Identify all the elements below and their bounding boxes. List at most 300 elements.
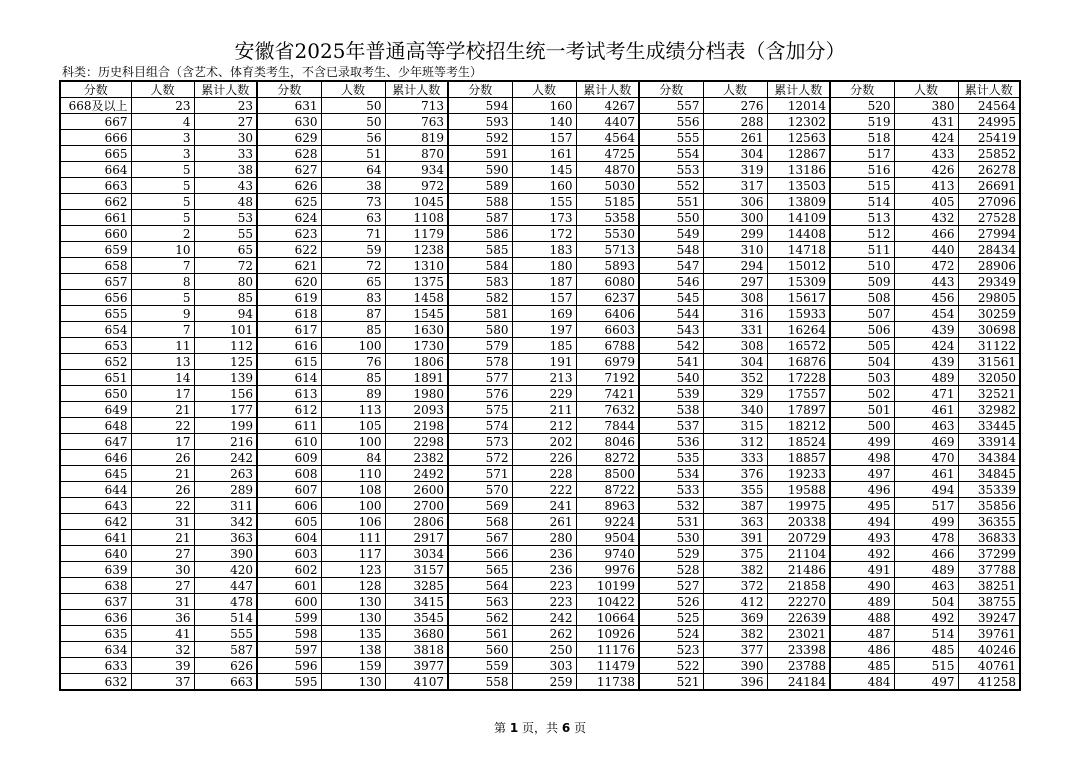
score-cell: 560 bbox=[448, 642, 512, 658]
score-cell: 605 bbox=[257, 514, 321, 530]
count-cell: 26 bbox=[131, 482, 194, 498]
footer-middle: 页，共 bbox=[518, 721, 562, 735]
score-cell: 635 bbox=[60, 626, 131, 642]
count-cell: 130 bbox=[321, 610, 385, 626]
cumulative-cell: 4564 bbox=[576, 130, 639, 146]
cumulative-cell: 11479 bbox=[576, 658, 639, 674]
count-cell: 461 bbox=[894, 402, 958, 418]
score-cell: 569 bbox=[448, 498, 512, 514]
score-cell: 504 bbox=[830, 354, 894, 370]
table-row bbox=[60, 178, 1020, 194]
score-cell: 511 bbox=[830, 242, 894, 258]
score-cell: 603 bbox=[257, 546, 321, 562]
score-cell: 610 bbox=[257, 434, 321, 450]
score-cell: 523 bbox=[639, 642, 703, 658]
count-cell: 355 bbox=[703, 482, 767, 498]
count-cell: 83 bbox=[321, 290, 385, 306]
cumulative-cell: 65 bbox=[194, 242, 257, 258]
header-score-3: 分数 bbox=[448, 81, 512, 98]
cumulative-cell: 40761 bbox=[958, 658, 1020, 674]
cumulative-cell: 7844 bbox=[576, 418, 639, 434]
score-cell: 626 bbox=[257, 178, 321, 194]
count-cell: 59 bbox=[321, 242, 385, 258]
footer-suffix: 页 bbox=[570, 721, 586, 735]
count-cell: 440 bbox=[894, 242, 958, 258]
score-cell: 642 bbox=[60, 514, 131, 530]
cumulative-cell: 20729 bbox=[767, 530, 830, 546]
count-cell: 377 bbox=[703, 642, 767, 658]
cumulative-cell: 8272 bbox=[576, 450, 639, 466]
count-cell: 382 bbox=[703, 562, 767, 578]
score-cell: 545 bbox=[639, 290, 703, 306]
score-cell: 649 bbox=[60, 402, 131, 418]
count-cell: 517 bbox=[894, 498, 958, 514]
score-cell: 582 bbox=[448, 290, 512, 306]
count-cell: 140 bbox=[512, 114, 576, 130]
count-cell: 470 bbox=[894, 450, 958, 466]
count-cell: 145 bbox=[512, 162, 576, 178]
score-cell: 509 bbox=[830, 274, 894, 290]
cumulative-cell: 24995 bbox=[958, 114, 1020, 130]
count-cell: 297 bbox=[703, 274, 767, 290]
count-cell: 100 bbox=[321, 338, 385, 354]
score-cell: 520 bbox=[830, 98, 894, 114]
cumulative-cell: 311 bbox=[194, 498, 257, 514]
cumulative-cell: 15933 bbox=[767, 306, 830, 322]
cumulative-cell: 6080 bbox=[576, 274, 639, 290]
count-cell: 39 bbox=[131, 658, 194, 674]
count-cell: 390 bbox=[703, 658, 767, 674]
count-cell: 63 bbox=[321, 210, 385, 226]
cumulative-cell: 15012 bbox=[767, 258, 830, 274]
count-cell: 23 bbox=[131, 98, 194, 114]
count-cell: 73 bbox=[321, 194, 385, 210]
table-row bbox=[60, 578, 1020, 594]
count-cell: 229 bbox=[512, 386, 576, 402]
count-cell: 471 bbox=[894, 386, 958, 402]
table-row bbox=[60, 466, 1020, 482]
score-cell: 573 bbox=[448, 434, 512, 450]
header-count-1: 人数 bbox=[131, 81, 194, 98]
cumulative-cell: 5030 bbox=[576, 178, 639, 194]
score-distribution-table bbox=[59, 80, 1021, 691]
score-cell: 533 bbox=[639, 482, 703, 498]
cumulative-cell: 870 bbox=[385, 146, 448, 162]
score-cell: 628 bbox=[257, 146, 321, 162]
score-cell: 527 bbox=[639, 578, 703, 594]
table-row bbox=[60, 98, 1020, 114]
score-cell: 517 bbox=[830, 146, 894, 162]
count-cell: 276 bbox=[703, 98, 767, 114]
header-cumulative-3: 累计人数 bbox=[576, 81, 639, 98]
count-cell: 128 bbox=[321, 578, 385, 594]
count-cell: 135 bbox=[321, 626, 385, 642]
score-cell: 553 bbox=[639, 162, 703, 178]
score-cell: 486 bbox=[830, 642, 894, 658]
cumulative-cell: 2600 bbox=[385, 482, 448, 498]
table-row bbox=[60, 514, 1020, 530]
score-cell: 536 bbox=[639, 434, 703, 450]
cumulative-cell: 6979 bbox=[576, 354, 639, 370]
count-cell: 4 bbox=[131, 114, 194, 130]
score-cell: 570 bbox=[448, 482, 512, 498]
cumulative-cell: 55 bbox=[194, 226, 257, 242]
cumulative-cell: 3034 bbox=[385, 546, 448, 562]
cumulative-cell: 23021 bbox=[767, 626, 830, 642]
count-cell: 157 bbox=[512, 130, 576, 146]
count-cell: 499 bbox=[894, 514, 958, 530]
header-cumulative-2: 累计人数 bbox=[385, 81, 448, 98]
count-cell: 299 bbox=[703, 226, 767, 242]
count-cell: 317 bbox=[703, 178, 767, 194]
table-row bbox=[60, 194, 1020, 210]
score-cell: 539 bbox=[639, 386, 703, 402]
cumulative-cell: 32982 bbox=[958, 402, 1020, 418]
count-cell: 333 bbox=[703, 450, 767, 466]
table-row bbox=[60, 258, 1020, 274]
cumulative-cell: 30259 bbox=[958, 306, 1020, 322]
score-cell: 544 bbox=[639, 306, 703, 322]
category-subtitle: 科类：历史科目组合（含艺术、体育类考生，不含已录取考生、少年班等考生） bbox=[62, 65, 483, 79]
score-cell: 580 bbox=[448, 322, 512, 338]
count-cell: 211 bbox=[512, 402, 576, 418]
cumulative-cell: 2492 bbox=[385, 466, 448, 482]
table-row bbox=[60, 226, 1020, 242]
count-cell: 463 bbox=[894, 418, 958, 434]
score-cell: 563 bbox=[448, 594, 512, 610]
cumulative-cell: 21104 bbox=[767, 546, 830, 562]
count-cell: 100 bbox=[321, 498, 385, 514]
count-cell: 426 bbox=[894, 162, 958, 178]
score-cell: 576 bbox=[448, 386, 512, 402]
cumulative-cell: 2700 bbox=[385, 498, 448, 514]
count-cell: 7 bbox=[131, 258, 194, 274]
cumulative-cell: 9504 bbox=[576, 530, 639, 546]
cumulative-cell: 3157 bbox=[385, 562, 448, 578]
score-cell: 583 bbox=[448, 274, 512, 290]
score-cell: 519 bbox=[830, 114, 894, 130]
cumulative-cell: 39247 bbox=[958, 610, 1020, 626]
cumulative-cell: 177 bbox=[194, 402, 257, 418]
cumulative-cell: 342 bbox=[194, 514, 257, 530]
table-row bbox=[60, 434, 1020, 450]
score-cell: 574 bbox=[448, 418, 512, 434]
cumulative-cell: 13809 bbox=[767, 194, 830, 210]
count-cell: 5 bbox=[131, 178, 194, 194]
table-row bbox=[60, 402, 1020, 418]
count-cell: 432 bbox=[894, 210, 958, 226]
cumulative-cell: 12563 bbox=[767, 130, 830, 146]
count-cell: 159 bbox=[321, 658, 385, 674]
count-cell: 5 bbox=[131, 162, 194, 178]
score-cell: 654 bbox=[60, 322, 131, 338]
count-cell: 85 bbox=[321, 322, 385, 338]
score-cell: 598 bbox=[257, 626, 321, 642]
count-cell: 38 bbox=[321, 178, 385, 194]
cumulative-cell: 10926 bbox=[576, 626, 639, 642]
count-cell: 226 bbox=[512, 450, 576, 466]
score-cell: 550 bbox=[639, 210, 703, 226]
count-cell: 5 bbox=[131, 290, 194, 306]
count-cell: 185 bbox=[512, 338, 576, 354]
footer-prefix: 第 bbox=[493, 721, 510, 735]
cumulative-cell: 24564 bbox=[958, 98, 1020, 114]
score-cell: 498 bbox=[830, 450, 894, 466]
score-cell: 621 bbox=[257, 258, 321, 274]
count-cell: 5 bbox=[131, 210, 194, 226]
count-cell: 261 bbox=[512, 514, 576, 530]
count-cell: 11 bbox=[131, 338, 194, 354]
count-cell: 31 bbox=[131, 514, 194, 530]
cumulative-cell: 15309 bbox=[767, 274, 830, 290]
score-cell: 537 bbox=[639, 418, 703, 434]
score-cell: 590 bbox=[448, 162, 512, 178]
table-row bbox=[60, 498, 1020, 514]
cumulative-cell: 34384 bbox=[958, 450, 1020, 466]
score-cell: 543 bbox=[639, 322, 703, 338]
count-cell: 5 bbox=[131, 194, 194, 210]
count-cell: 454 bbox=[894, 306, 958, 322]
score-cell: 496 bbox=[830, 482, 894, 498]
count-cell: 123 bbox=[321, 562, 385, 578]
count-cell: 36 bbox=[131, 610, 194, 626]
cumulative-cell: 11176 bbox=[576, 642, 639, 658]
score-cell: 508 bbox=[830, 290, 894, 306]
count-cell: 2 bbox=[131, 226, 194, 242]
table-row bbox=[60, 610, 1020, 626]
cumulative-cell: 478 bbox=[194, 594, 257, 610]
table-row bbox=[60, 562, 1020, 578]
score-cell: 659 bbox=[60, 242, 131, 258]
count-cell: 514 bbox=[894, 626, 958, 642]
count-cell: 26 bbox=[131, 450, 194, 466]
score-cell: 629 bbox=[257, 130, 321, 146]
score-cell: 617 bbox=[257, 322, 321, 338]
cumulative-cell: 80 bbox=[194, 274, 257, 290]
table-row bbox=[60, 354, 1020, 370]
cumulative-cell: 4725 bbox=[576, 146, 639, 162]
score-cell: 585 bbox=[448, 242, 512, 258]
cumulative-cell: 16876 bbox=[767, 354, 830, 370]
cumulative-cell: 27528 bbox=[958, 210, 1020, 226]
count-cell: 56 bbox=[321, 130, 385, 146]
count-cell: 85 bbox=[321, 370, 385, 386]
score-cell: 546 bbox=[639, 274, 703, 290]
score-cell: 668及以上 bbox=[60, 98, 131, 114]
count-cell: 308 bbox=[703, 290, 767, 306]
score-cell: 657 bbox=[60, 274, 131, 290]
cumulative-cell: 2298 bbox=[385, 434, 448, 450]
score-cell: 513 bbox=[830, 210, 894, 226]
score-cell: 524 bbox=[639, 626, 703, 642]
cumulative-cell: 30698 bbox=[958, 322, 1020, 338]
count-cell: 424 bbox=[894, 130, 958, 146]
score-cell: 577 bbox=[448, 370, 512, 386]
count-cell: 294 bbox=[703, 258, 767, 274]
score-cell: 538 bbox=[639, 402, 703, 418]
count-cell: 331 bbox=[703, 322, 767, 338]
table-row bbox=[60, 114, 1020, 130]
count-cell: 304 bbox=[703, 146, 767, 162]
count-cell: 51 bbox=[321, 146, 385, 162]
score-cell: 567 bbox=[448, 530, 512, 546]
count-cell: 424 bbox=[894, 338, 958, 354]
count-cell: 138 bbox=[321, 642, 385, 658]
count-cell: 259 bbox=[512, 674, 576, 691]
cumulative-cell: 37299 bbox=[958, 546, 1020, 562]
score-cell: 644 bbox=[60, 482, 131, 498]
count-cell: 489 bbox=[894, 370, 958, 386]
score-cell: 502 bbox=[830, 386, 894, 402]
score-cell: 525 bbox=[639, 610, 703, 626]
cumulative-cell: 24184 bbox=[767, 674, 830, 691]
count-cell: 315 bbox=[703, 418, 767, 434]
count-cell: 412 bbox=[703, 594, 767, 610]
score-cell: 485 bbox=[830, 658, 894, 674]
count-cell: 21 bbox=[131, 530, 194, 546]
cumulative-cell: 11738 bbox=[576, 674, 639, 691]
score-cell: 591 bbox=[448, 146, 512, 162]
score-cell: 639 bbox=[60, 562, 131, 578]
cumulative-cell: 7632 bbox=[576, 402, 639, 418]
count-cell: 32 bbox=[131, 642, 194, 658]
score-cell: 489 bbox=[830, 594, 894, 610]
table-row bbox=[60, 274, 1020, 290]
count-cell: 242 bbox=[512, 610, 576, 626]
count-cell: 288 bbox=[703, 114, 767, 130]
score-cell: 503 bbox=[830, 370, 894, 386]
cumulative-cell: 3977 bbox=[385, 658, 448, 674]
cumulative-cell: 53 bbox=[194, 210, 257, 226]
score-cell: 634 bbox=[60, 642, 131, 658]
score-cell: 515 bbox=[830, 178, 894, 194]
score-cell: 588 bbox=[448, 194, 512, 210]
count-cell: 405 bbox=[894, 194, 958, 210]
table-row bbox=[60, 530, 1020, 546]
score-cell: 661 bbox=[60, 210, 131, 226]
count-cell: 110 bbox=[321, 466, 385, 482]
count-cell: 515 bbox=[894, 658, 958, 674]
count-cell: 41 bbox=[131, 626, 194, 642]
count-cell: 72 bbox=[321, 258, 385, 274]
score-cell: 599 bbox=[257, 610, 321, 626]
cumulative-cell: 10199 bbox=[576, 578, 639, 594]
score-cell: 575 bbox=[448, 402, 512, 418]
cumulative-cell: 34845 bbox=[958, 466, 1020, 482]
cumulative-cell: 5893 bbox=[576, 258, 639, 274]
count-cell: 308 bbox=[703, 338, 767, 354]
score-cell: 518 bbox=[830, 130, 894, 146]
cumulative-cell: 14109 bbox=[767, 210, 830, 226]
table-row bbox=[60, 162, 1020, 178]
cumulative-cell: 19233 bbox=[767, 466, 830, 482]
score-cell: 510 bbox=[830, 258, 894, 274]
count-cell: 241 bbox=[512, 498, 576, 514]
table-row bbox=[60, 290, 1020, 306]
table-row bbox=[60, 210, 1020, 226]
score-cell: 643 bbox=[60, 498, 131, 514]
score-cell: 624 bbox=[257, 210, 321, 226]
cumulative-cell: 32521 bbox=[958, 386, 1020, 402]
count-cell: 319 bbox=[703, 162, 767, 178]
count-cell: 466 bbox=[894, 546, 958, 562]
score-cell: 601 bbox=[257, 578, 321, 594]
count-cell: 84 bbox=[321, 450, 385, 466]
table-row bbox=[60, 594, 1020, 610]
score-cell: 488 bbox=[830, 610, 894, 626]
cumulative-cell: 1630 bbox=[385, 322, 448, 338]
score-cell: 506 bbox=[830, 322, 894, 338]
table-row bbox=[60, 322, 1020, 338]
score-cell: 619 bbox=[257, 290, 321, 306]
count-cell: 492 bbox=[894, 610, 958, 626]
cumulative-cell: 94 bbox=[194, 306, 257, 322]
count-cell: 160 bbox=[512, 98, 576, 114]
count-cell: 173 bbox=[512, 210, 576, 226]
cumulative-cell: 2806 bbox=[385, 514, 448, 530]
cumulative-cell: 972 bbox=[385, 178, 448, 194]
score-cell: 535 bbox=[639, 450, 703, 466]
count-cell: 89 bbox=[321, 386, 385, 402]
cumulative-cell: 36355 bbox=[958, 514, 1020, 530]
cumulative-cell: 35856 bbox=[958, 498, 1020, 514]
header-score-1: 分数 bbox=[60, 81, 131, 98]
score-cell: 578 bbox=[448, 354, 512, 370]
cumulative-cell: 7421 bbox=[576, 386, 639, 402]
count-cell: 7 bbox=[131, 322, 194, 338]
cumulative-cell: 17228 bbox=[767, 370, 830, 386]
score-cell: 526 bbox=[639, 594, 703, 610]
score-cell: 633 bbox=[60, 658, 131, 674]
cumulative-cell: 20338 bbox=[767, 514, 830, 530]
score-cell: 662 bbox=[60, 194, 131, 210]
cumulative-cell: 12302 bbox=[767, 114, 830, 130]
count-cell: 113 bbox=[321, 402, 385, 418]
count-cell: 352 bbox=[703, 370, 767, 386]
cumulative-cell: 7192 bbox=[576, 370, 639, 386]
cumulative-cell: 14718 bbox=[767, 242, 830, 258]
cumulative-cell: 242 bbox=[194, 450, 257, 466]
cumulative-cell: 33 bbox=[194, 146, 257, 162]
table-row bbox=[60, 482, 1020, 498]
count-cell: 236 bbox=[512, 562, 576, 578]
cumulative-cell: 6603 bbox=[576, 322, 639, 338]
count-cell: 223 bbox=[512, 594, 576, 610]
cumulative-cell: 38251 bbox=[958, 578, 1020, 594]
cumulative-cell: 1238 bbox=[385, 242, 448, 258]
cumulative-cell: 13503 bbox=[767, 178, 830, 194]
cumulative-cell: 35339 bbox=[958, 482, 1020, 498]
score-cell: 593 bbox=[448, 114, 512, 130]
score-cell: 484 bbox=[830, 674, 894, 691]
score-cell: 658 bbox=[60, 258, 131, 274]
cumulative-cell: 37788 bbox=[958, 562, 1020, 578]
cumulative-cell: 9976 bbox=[576, 562, 639, 578]
score-cell: 645 bbox=[60, 466, 131, 482]
cumulative-cell: 263 bbox=[194, 466, 257, 482]
count-cell: 21 bbox=[131, 466, 194, 482]
count-cell: 250 bbox=[512, 642, 576, 658]
score-cell: 549 bbox=[639, 226, 703, 242]
count-cell: 202 bbox=[512, 434, 576, 450]
cumulative-cell: 2382 bbox=[385, 450, 448, 466]
score-cell: 495 bbox=[830, 498, 894, 514]
cumulative-cell: 5185 bbox=[576, 194, 639, 210]
count-cell: 105 bbox=[321, 418, 385, 434]
score-cell: 552 bbox=[639, 178, 703, 194]
count-cell: 478 bbox=[894, 530, 958, 546]
count-cell: 17 bbox=[131, 434, 194, 450]
